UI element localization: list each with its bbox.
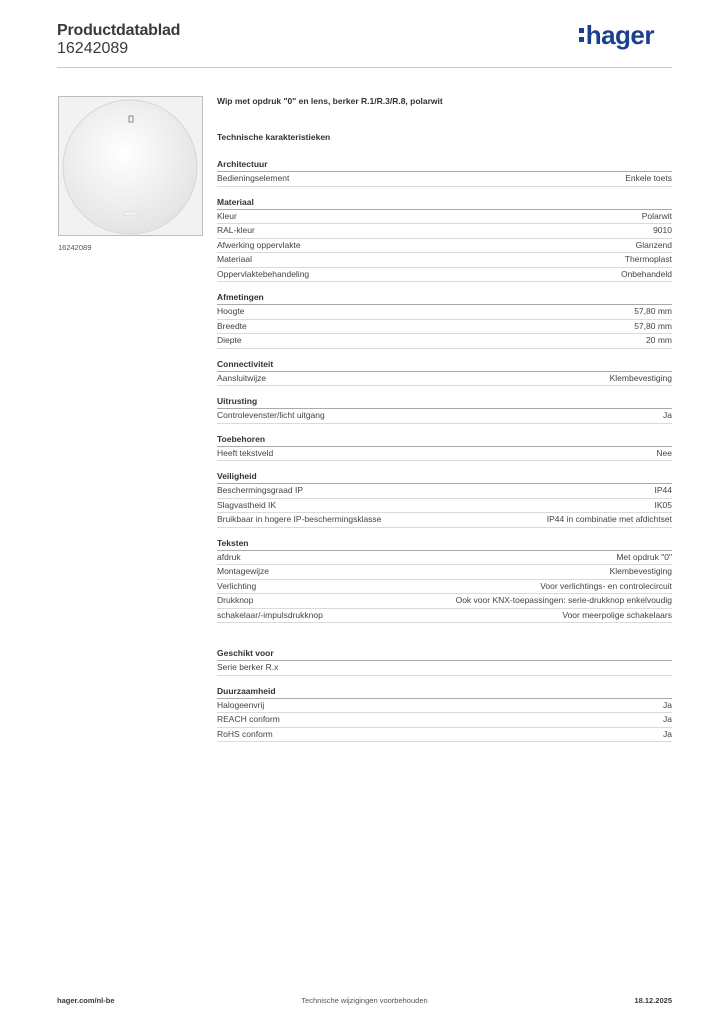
section-title: Connectiviteit [217, 358, 672, 372]
spec-row [217, 551, 672, 566]
spec-row [217, 334, 672, 349]
logo-text: hager [585, 20, 654, 50]
section-title: Afmetingen [217, 291, 672, 305]
spec-row [217, 447, 672, 462]
spec-section [217, 647, 672, 676]
spec-value: 9010 [653, 225, 672, 235]
spec-row [217, 661, 672, 676]
spec-row [217, 372, 672, 387]
product-number: 16242089 [57, 40, 129, 57]
spec-label: Drukknop [217, 595, 254, 605]
spec-value: Met opdruk "0" [616, 551, 672, 562]
spec-value: Nee [656, 447, 672, 458]
page-header [57, 20, 672, 68]
spec-row [217, 699, 672, 714]
product-image [58, 96, 203, 236]
spec-row [217, 305, 672, 320]
spec-value: IK05 [654, 499, 672, 510]
footer-notice: Technische wijzigingen voorbehouden [301, 996, 428, 1005]
spec-section [217, 158, 672, 187]
section-title: Toebehoren [217, 433, 672, 447]
spec-value: 57,80 mm [634, 306, 672, 316]
spec-section [217, 470, 672, 528]
spec-value: Klembevestiging [609, 372, 672, 383]
section-title: Geschikt voor [217, 647, 672, 661]
spec-label: Hoogte [217, 306, 245, 316]
spec-section [217, 291, 672, 349]
technical-heading: Technische karakteristieken [217, 132, 331, 142]
spec-value: Ja [663, 699, 672, 710]
spec-label: Diepte [217, 335, 242, 345]
product-description: Wip met opdruk "0" en lens, berker R.1/R.3/R.8, polarwit [217, 96, 443, 106]
section-title: Materiaal [217, 196, 672, 210]
spec-content [217, 94, 672, 742]
spec-label: REACH conform [217, 714, 280, 724]
footer-url[interactable]: hager.com/nl-be [57, 996, 115, 1005]
spec-label: Montagewijze [217, 566, 269, 576]
spec-section [217, 358, 672, 387]
spec-section [217, 196, 672, 283]
spec-row [217, 728, 672, 743]
spec-value: 57,80 mm [634, 320, 672, 331]
spec-label: Bedieningselement [217, 173, 290, 183]
spec-row [217, 253, 672, 268]
spec-value: Enkele toets [625, 173, 672, 183]
logo-colon-icon [579, 28, 584, 42]
spec-value: Voor verlichtings- en controlecircuit [540, 580, 672, 591]
spec-label: Verlichting [217, 580, 257, 591]
spec-label: Afwerking oppervlakte [217, 239, 301, 250]
spec-label: RAL-kleur [217, 225, 255, 235]
section-title: Uitrusting [217, 395, 672, 409]
spec-row [217, 268, 672, 283]
spec-value: Ja [663, 410, 672, 420]
spec-row [217, 224, 672, 239]
section-title: Architectuur [217, 158, 672, 172]
spec-row [217, 580, 672, 595]
spec-row [217, 499, 672, 514]
section-title: Veiligheid [217, 470, 672, 484]
spec-section [217, 537, 672, 624]
spec-label: Bruikbaar in hogere IP-beschermingsklasse [217, 514, 382, 524]
spec-row [217, 239, 672, 254]
spec-value: Klembevestiging [609, 566, 672, 576]
spec-label: Heeft tekstveld [217, 447, 274, 458]
spec-row [217, 409, 672, 424]
spec-value: Glanzend [635, 239, 672, 250]
spec-label: afdruk [217, 551, 241, 562]
spec-label: Halogeenvrij [217, 699, 265, 710]
spec-row [217, 713, 672, 728]
spec-value: Ook voor KNX-toepassingen: serie-drukknop enkelvoudig [455, 595, 672, 605]
spec-row [217, 594, 672, 609]
document-title: Productdatablad [57, 22, 181, 39]
spec-label: Kleur [217, 210, 237, 221]
spec-section [217, 395, 672, 424]
spec-value: Polarwit [641, 210, 672, 221]
spec-value: 20 mm [646, 335, 672, 345]
spec-row [217, 565, 672, 580]
spec-value: Thermoplast [624, 254, 672, 264]
spec-label: Aansluitwijze [217, 372, 267, 383]
spec-label: Slagvastheid IK [217, 499, 277, 510]
switch-rocker-icon [59, 97, 202, 235]
hager-logo[interactable] [579, 20, 654, 50]
spec-row [217, 484, 672, 499]
spec-label: schakelaar/-impulsdrukknop [217, 609, 323, 620]
spec-label: Breedte [217, 320, 247, 331]
spec-label: Controlevenster/licht uitgang [217, 410, 325, 420]
spec-section [217, 433, 672, 462]
spec-label: Oppervlaktebehandeling [217, 268, 310, 279]
spec-label: Materiaal [217, 254, 252, 264]
image-caption: 16242089 [58, 243, 92, 252]
spec-value: Onbehandeld [620, 268, 672, 279]
spec-sections [217, 158, 672, 742]
spec-value: IP44 [654, 485, 672, 495]
section-title: Teksten [217, 537, 672, 551]
spec-value: Ja [663, 728, 672, 739]
spec-section [217, 685, 672, 743]
spec-label: Beschermingsgraad IP [217, 485, 303, 495]
spec-label: Serie berker R.x [217, 662, 279, 672]
spec-row [217, 172, 672, 187]
section-title: Duurzaamheid [217, 685, 672, 699]
spec-row [217, 609, 672, 624]
spec-row [217, 210, 672, 225]
spec-row [217, 513, 672, 528]
footer-date: 18.12.2025 [634, 996, 672, 1005]
spec-value: Voor meerpolige schakelaars [562, 609, 672, 620]
spec-value: Ja [663, 714, 672, 724]
header-divider [57, 67, 672, 68]
spec-label: RoHS conform [217, 728, 273, 739]
spec-value: IP44 in combinatie met afdichtset [546, 514, 672, 524]
spec-row [217, 320, 672, 335]
